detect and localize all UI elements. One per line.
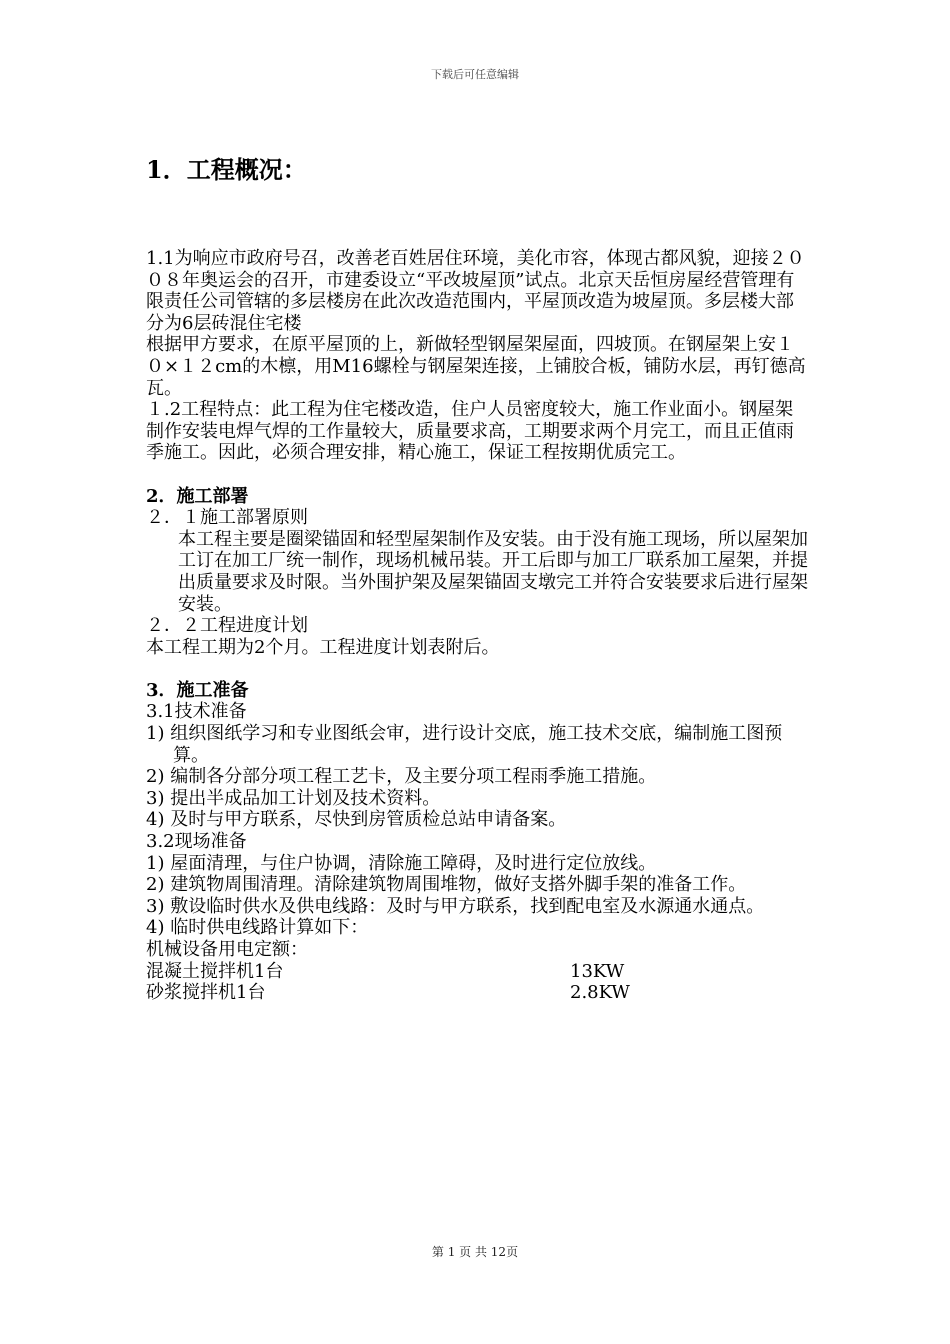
page-header: 下载后可任意编辑	[431, 68, 519, 81]
paragraph-2-1: 本工程主要是圈梁锚固和轻型屋架制作及安装。由于没有施工现场，所以屋架加工订在加工厂统一制作，现场机械吊装。开工后即与加工厂联系加工屋架，并提出质量要求及时限。当外围护架及屋架锚固支墩完工并符合安装要求后进行屋架安装。	[178, 528, 808, 615]
subheading-3-1: 3.1技术准备	[146, 701, 247, 723]
section-2-heading: 2．施工部署	[146, 485, 249, 507]
equipment-power: 2.8KW	[570, 982, 630, 1004]
equipment-row	[146, 982, 810, 1004]
list-item: 4) 临时供电线路计算如下：	[146, 917, 369, 939]
equipment-name: 混凝土搅拌机1台	[146, 960, 284, 982]
paragraph-2-2: 本工程工期为2个月。工程进度计划表附后。	[146, 636, 500, 658]
section-1-title: 1．工程概况：	[146, 155, 307, 184]
subheading-3-2: 3.2现场准备	[146, 831, 247, 853]
section-3-heading: 3．施工准备	[146, 679, 249, 701]
paragraph-1-2: １.2工程特点：此工程为住宅楼改造，住户人员密度较大，施工作业面小。钢屋架制作安装电焊气焊的工作量较大，质量要求高，工期要求两个月完工，而且正值雨季施工。因此，必须合理安排，精心施工，保证工程按期优质完工。	[146, 399, 794, 464]
subheading-2-2: ２．２工程进度计划	[146, 615, 308, 637]
equipment-row	[146, 961, 810, 983]
equipment-name: 砂浆搅拌机1台	[146, 982, 266, 1004]
equipment-title: 机械设备用电定额：	[146, 939, 308, 960]
paragraph-1-1-cont: 根据甲方要求，在原平屋顶的上，新做轻型钢屋架屋面，四坡顶。在钢屋架上安１０×１２cm的木檩，用M16螺栓与钢屋架连接，上铺胶合板，铺防水层，再钉德高瓦。	[146, 334, 806, 399]
subheading-2-1: ２．１施工部署原则	[146, 507, 308, 529]
paragraph-1-1: 1.1为响应市政府号召，改善老百姓居住环境，美化市容，体现古都风貌，迎接２００８年奥运会的召开，市建委设立“平改坡屋顶”试点。北京天岳恒房屋经营管理有限责任公司管辖的多层楼房在此次改造范围内，平屋顶改造为坡屋顶。多层楼大部分为6层砖混住宅楼	[146, 248, 805, 334]
list-item: 2) 编制各分部分项工程工艺卡，及主要分项工程雨季施工措施。	[146, 766, 657, 788]
equipment-power: 13KW	[570, 960, 625, 982]
list-item: 3) 敷设临时供水及供电线路：及时与甲方联系，找到配电室及水源通水通点。	[146, 895, 765, 917]
list-item: 4) 及时与甲方联系，尽快到房管质检总站申请备案。	[146, 809, 567, 831]
list-item: 1) 组织图纸学习和专业图纸会审，进行设计交底，施工技术交底，编制施工图预算。	[146, 723, 783, 766]
page-footer: 第 1 页 共 12页	[431, 1245, 519, 1259]
list-item: 3) 提出半成品加工计划及技术资料。	[146, 787, 441, 809]
list-item: 2) 建筑物周围清理。清除建筑物周围堆物，做好支搭外脚手架的准备工作。	[146, 874, 747, 896]
document-body	[146, 150, 810, 1004]
list-item: 1) 屋面清理，与住户协调，清除施工障碍，及时进行定位放线。	[146, 852, 657, 874]
